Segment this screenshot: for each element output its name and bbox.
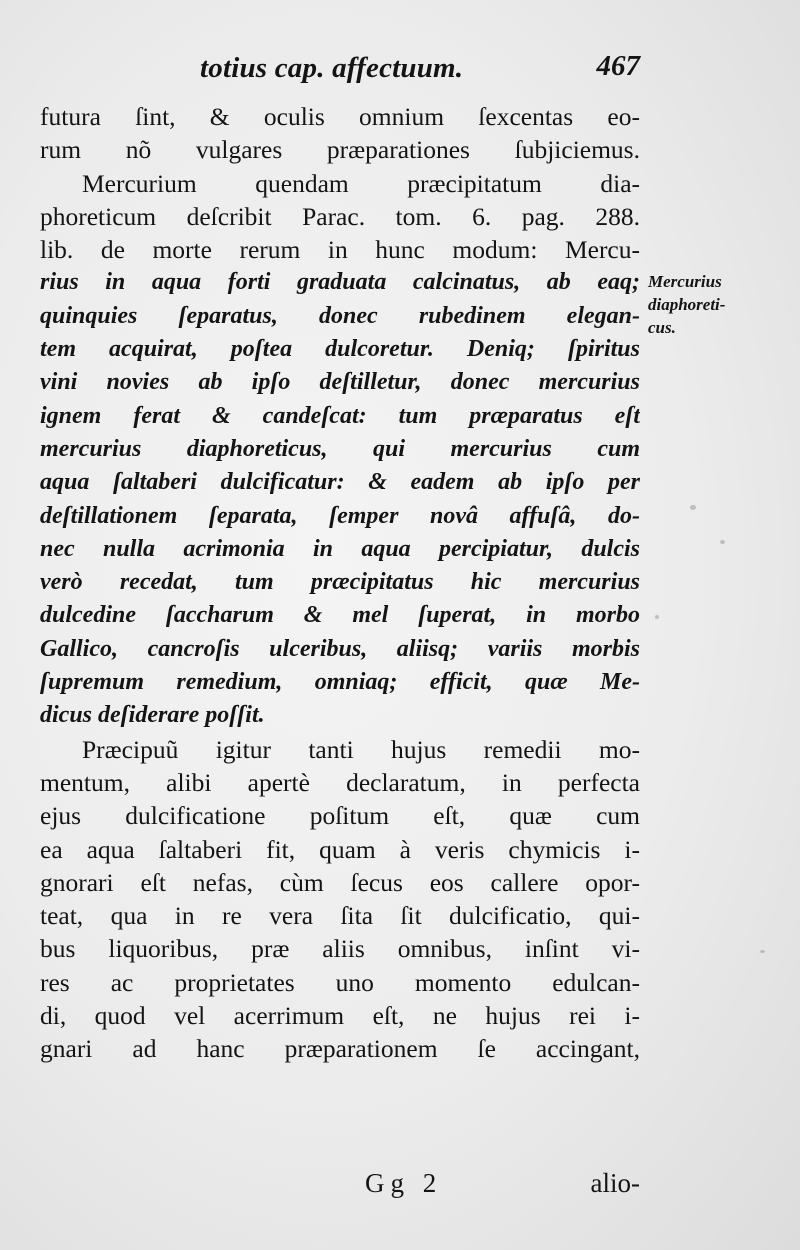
text-line: vini novies ab ipſo deſtilletur, donec mercurius xyxy=(40,369,640,396)
text-line: dicus deſiderare poſſit. xyxy=(40,702,265,729)
text-line: mercurius diaphoreticus, qui mercurius cum xyxy=(40,435,640,462)
text-line: bus liquoribus, præ aliis omnibus, inſint vi- xyxy=(40,934,640,964)
text-line: lib. de morte rerum in hunc modum: Mercu- xyxy=(40,235,640,265)
text-line: dulcedine ſaccharum & mel ſuperat, in morbo xyxy=(40,602,640,629)
text-line: ſupremum remedium, omniaq; efficit, quæ Me- xyxy=(40,669,640,696)
ink-speck xyxy=(760,950,765,953)
ink-speck xyxy=(655,615,659,619)
margin-note xyxy=(648,270,778,339)
page-header xyxy=(40,48,640,88)
text-line: quinquies ſeparatus, donec rubedinem elegan- xyxy=(40,302,640,329)
margin-note-line: Mercurius xyxy=(648,272,722,291)
text-line: ea aqua ſaltaberi fit, quam à veris chymicis i- xyxy=(40,834,640,864)
text-line: res ac proprietates uno momento edulcan- xyxy=(40,967,640,997)
text-line: tem acquirat, poſtea dulcoretur. Deniq; ſpiritus xyxy=(40,336,640,363)
text-line: futura ſint, & oculis omnium ſexcentas eo- xyxy=(40,102,640,131)
text-line: di, quod vel acerrimum eſt, ne hujus rei i- xyxy=(40,1001,640,1031)
text-line: verò recedat, tum præcipitatus hic mercurius xyxy=(40,569,640,596)
margin-note-line: diaphoreti- xyxy=(648,295,726,314)
text-line: mentum, alibi apertè declaratum, in perfecta xyxy=(40,767,640,797)
text-line: aqua ſaltaberi dulcificatur: & eadem ab ipſo per xyxy=(40,469,640,496)
running-head: totius cap. affectuum. xyxy=(200,52,464,84)
text-line: Gallico, cancroſis ulceribus, aliisq; variis morbis xyxy=(40,635,640,662)
text-line: rius in aqua forti graduata calcinatus, ab eaq; xyxy=(40,269,640,296)
signature-mark: Gg 2 xyxy=(365,1168,443,1198)
text-line: Mercurium quendam præcipitatum dia- xyxy=(82,168,640,198)
catchword: alio- xyxy=(590,1168,640,1198)
ink-speck xyxy=(690,505,696,510)
ink-speck xyxy=(720,540,725,544)
text-line: teat, qua in re vera ſita ſit dulcificatio, qui- xyxy=(40,901,640,931)
text-line: Præcipuũ igitur tanti hujus remedii mo- xyxy=(82,734,640,764)
margin-note-line: cus. xyxy=(648,318,676,337)
text-line: ignem ferat & candeſcat: tum præparatus eſt xyxy=(40,402,640,429)
text-line: deſtillationem ſeparata, ſemper novâ affuſâ, do- xyxy=(40,502,640,529)
body-text xyxy=(40,100,640,1066)
text-line: gnorari eſt nefas, cùm ſecus eos callere opor- xyxy=(40,867,640,897)
page-footer xyxy=(40,1168,640,1208)
text-line: ejus dulcificatione poſitum eſt, quæ cum xyxy=(40,801,640,831)
text-line: rum nõ vulgares præparationes ſubjiciemus. xyxy=(40,135,640,165)
text-line: phoreticum deſcribit Parac. tom. 6. pag. 288. xyxy=(40,201,640,231)
text-line: gnari ad hanc præparationem ſe accingant, xyxy=(40,1034,640,1064)
text-line: nec nulla acrimonia in aqua percipiatur, dulcis xyxy=(40,535,640,562)
page-number: 467 xyxy=(596,50,640,82)
